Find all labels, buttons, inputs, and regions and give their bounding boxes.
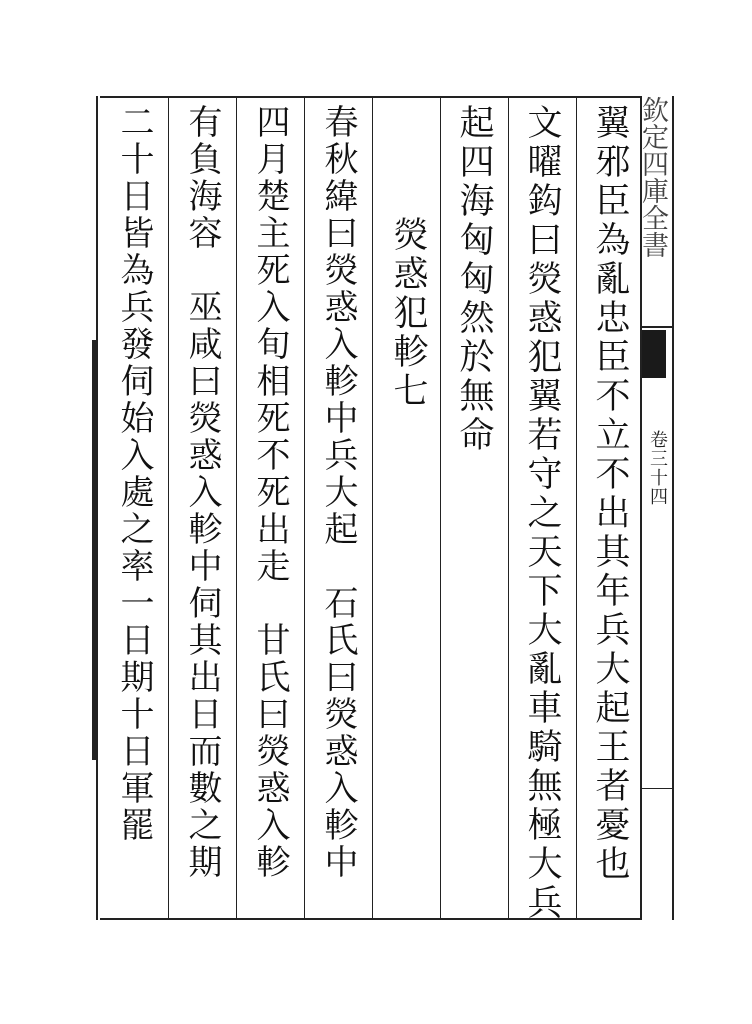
- text-column-7: 有負海容 巫咸曰熒惑入軫中伺其出日而數之期: [182, 104, 222, 881]
- column-separator: [168, 98, 169, 918]
- margin-divider-line-lower: [640, 788, 674, 789]
- section-heading: 熒惑犯軫七: [388, 216, 428, 411]
- column-separator: [372, 98, 373, 918]
- column-separator: [236, 98, 237, 918]
- text-column-2: 文曜鈎曰熒惑犯翼若守之天下大亂車騎無極大兵: [522, 104, 562, 923]
- text-column-8: 二十日皆為兵發伺始入處之率一日期十日軍罷: [114, 104, 154, 844]
- frame-left-inner-bar: [92, 340, 98, 760]
- fishtail-mark: [642, 330, 666, 378]
- column-separator: [440, 98, 441, 918]
- column-separator: [508, 98, 509, 918]
- column-separator: [576, 98, 577, 918]
- running-title: 欽定四庫全書: [637, 96, 668, 258]
- margin-outer-rule: [672, 96, 674, 920]
- text-column-1: 翼邪臣為亂忠臣不立不出其年兵大起王者憂也: [590, 104, 630, 884]
- juan-number: 卷三十四: [647, 430, 668, 506]
- text-column-6: 四月楚主死入旬相死不死出走 甘氏曰熒惑入軫: [250, 104, 290, 881]
- text-column-5: 春秋緯曰熒惑入軫中兵大起 石氏曰熒惑入軫中: [318, 104, 358, 881]
- text-column-3: 起四海匈匈然於無命: [454, 104, 494, 455]
- margin-divider-line: [640, 326, 674, 328]
- column-separator: [304, 98, 305, 918]
- frame-top-rule: [100, 96, 642, 98]
